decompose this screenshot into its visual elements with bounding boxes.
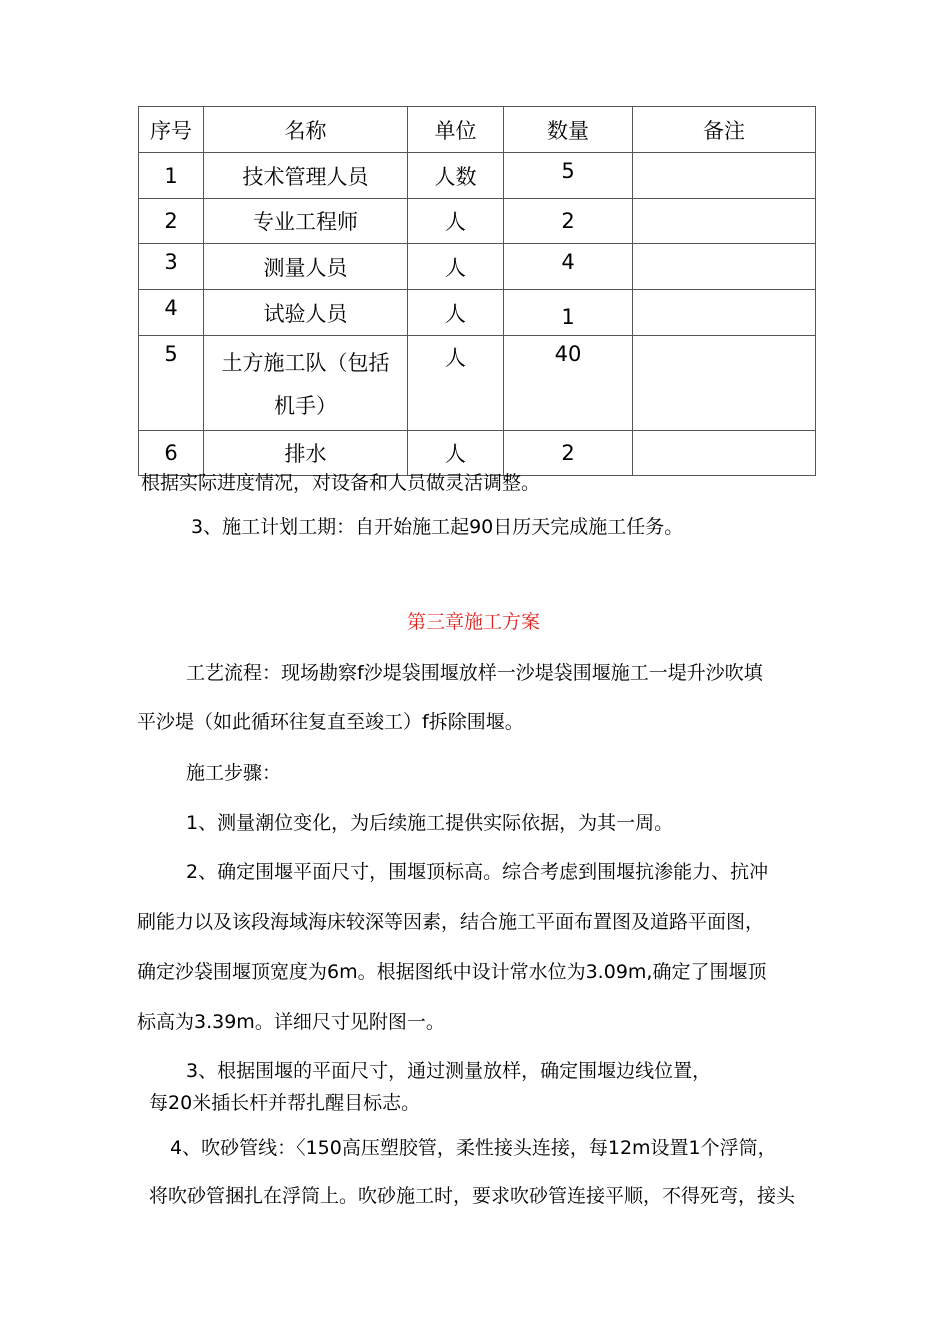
chapter-title: 第三章施工方案 [407,611,541,633]
header-no: 序号 [139,107,204,153]
cell-name: 专业工程师 [204,199,408,244]
qty-value: 5 [561,158,575,183]
cell-note [633,336,816,431]
cell-unit: 人 [408,199,504,244]
qty-value: 1 [561,304,575,329]
table-row [139,153,816,199]
step-2-line-4: 标高为3.39m。详细尺寸见附图一。 [137,1011,445,1033]
table-row [139,244,816,290]
cell-unit: 人 [408,431,504,476]
process-line-2: 平沙堤（如此循环往复直至竣工）f拆除围堰。 [137,711,524,733]
cell-name [204,336,408,431]
cell-note [633,244,816,290]
table-row [139,336,816,431]
cell-qty [504,153,633,199]
cell-no [139,290,204,336]
cell-no: 6 [139,431,204,476]
cell-name: 测量人员 [204,244,408,290]
cell-qty: 2 [504,431,633,476]
cell-no: 2 [139,199,204,244]
header-qty: 数量 [504,107,633,153]
table-row [139,431,816,476]
table-row [139,290,816,336]
cell-name-line1: 土方施工队（包括 [221,351,390,375]
cell-qty [504,290,633,336]
cell-unit: 人 [408,336,504,431]
step-2-line-2: 刷能力以及该段海域海床较深等因素，结合施工平面布置图及道路平面图， [137,911,765,933]
steps-heading: 施工步骤： [186,762,282,784]
cell-qty: 2 [504,199,633,244]
step-2-line-3: 确定沙袋围堰顶宽度为6m。根据图纸中设计常水位为3.09m,确定了围堰顶 [137,961,767,983]
cell-name-line2: 机手） [274,394,337,418]
cell-note [633,290,816,336]
header-name: 名称 [204,107,408,153]
no-value: 3 [164,249,178,274]
cell-no: 1 [139,153,204,199]
table-row [139,199,816,244]
schedule-paragraph: 3、施工计划工期：自开始施工起90日历天完成施工任务。 [191,516,684,538]
step-3-line-2: 每20米插长杆并帮扎醒目标志。 [149,1092,421,1114]
cell-name: 试验人员 [204,290,408,336]
table-header-row [139,107,816,153]
cell-no: 5 [139,336,204,431]
header-unit: 单位 [408,107,504,153]
step-4-line-2: 将吹砂管捆扎在浮筒上。吹砂施工时，要求吹砂管连接平顺，不得死弯，接头 [149,1185,796,1207]
step-2-line-1: 2、确定围堰平面尺寸，围堰顶标高。综合考虑到围堰抗渗能力、抗冲 [186,861,769,883]
cell-no [139,244,204,290]
no-value: 4 [164,295,178,320]
header-note: 备注 [633,107,816,153]
staff-table [138,106,816,476]
qty-value: 4 [561,249,575,274]
cell-unit: 人 [408,244,504,290]
cell-name: 排水 [204,431,408,476]
cell-unit: 人数 [408,153,504,199]
cell-note [633,153,816,199]
cell-unit: 人 [408,290,504,336]
cell-note [633,199,816,244]
cell-qty: 40 [504,336,633,431]
step-3-line-1: 3、根据围堰的平面尺寸，通过测量放样，确定围堰边线位置， [186,1060,712,1082]
cell-qty [504,244,633,290]
cell-name: 技术管理人员 [204,153,408,199]
cell-note [633,431,816,476]
process-line-1: 工艺流程：现场勘察f沙堤袋围堰放样一沙堤袋围堰施工一堤升沙吹填 [186,662,763,684]
step-1: 1、测量潮位变化，为后续施工提供实际依据，为其一周。 [186,812,674,834]
adjust-note: 根据实际进度情况，对设备和人员做灵活调整。 [141,472,541,494]
step-4-line-1: 4、吹砂管线：〈150高压塑胶管，柔性接头连接，每12m设置1个浮筒， [170,1137,777,1159]
